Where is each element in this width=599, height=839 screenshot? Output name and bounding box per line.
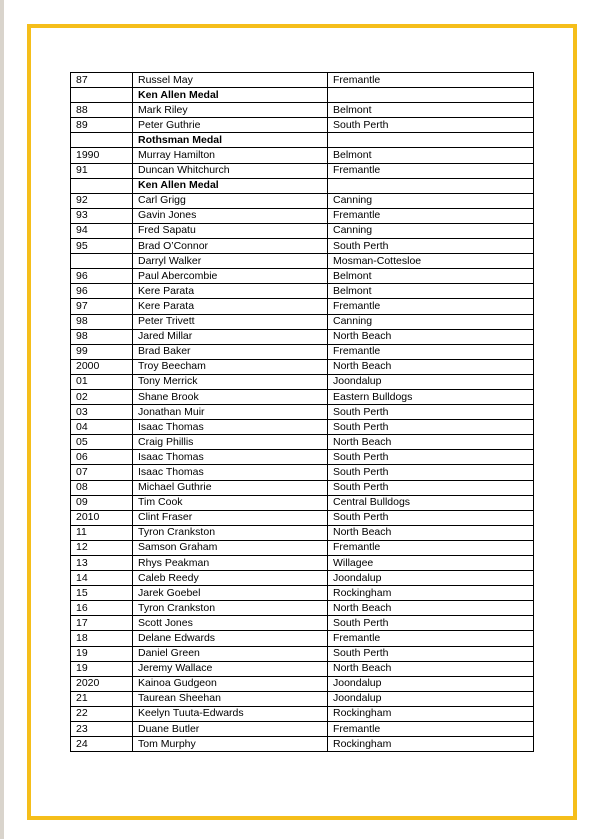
- table-row: [71, 389, 534, 404]
- player-name-cell: Peter Guthrie: [133, 118, 328, 133]
- table-row: [71, 299, 534, 314]
- year-cell: 88: [71, 103, 133, 118]
- player-name-cell: Carl Grigg: [133, 193, 328, 208]
- club-cell: Fremantle: [328, 631, 534, 646]
- year-cell: 07: [71, 465, 133, 480]
- club-cell: Belmont: [328, 103, 534, 118]
- year-cell: 2020: [71, 676, 133, 691]
- player-name-cell: Isaac Thomas: [133, 420, 328, 435]
- club-cell: Fremantle: [328, 540, 534, 555]
- player-name-cell: Kere Parata: [133, 284, 328, 299]
- year-cell: 2010: [71, 510, 133, 525]
- table-row: [71, 450, 534, 465]
- club-cell: Fremantle: [328, 299, 534, 314]
- year-cell: 99: [71, 344, 133, 359]
- club-cell: North Beach: [328, 435, 534, 450]
- player-name-cell: Isaac Thomas: [133, 465, 328, 480]
- year-cell: 03: [71, 405, 133, 420]
- year-cell: [71, 254, 133, 269]
- club-cell: South Perth: [328, 510, 534, 525]
- club-cell: Fremantle: [328, 344, 534, 359]
- player-name-cell: Isaac Thomas: [133, 450, 328, 465]
- club-cell: South Perth: [328, 405, 534, 420]
- year-cell: 93: [71, 208, 133, 223]
- year-cell: 09: [71, 495, 133, 510]
- medal-name-heading: Rothsman Medal: [133, 133, 328, 148]
- year-cell: 02: [71, 389, 133, 404]
- year-cell: 08: [71, 480, 133, 495]
- player-name-cell: Caleb Reedy: [133, 571, 328, 586]
- year-cell: 98: [71, 314, 133, 329]
- player-name-cell: Tyron Crankston: [133, 525, 328, 540]
- player-name-cell: Jonathan Muir: [133, 405, 328, 420]
- player-name-cell: Rhys Peakman: [133, 556, 328, 571]
- player-name-cell: Paul Abercombie: [133, 269, 328, 284]
- medal-heading-row: [71, 133, 534, 148]
- year-cell: 05: [71, 435, 133, 450]
- table-row: [71, 495, 534, 510]
- medal-heading-row: [71, 178, 534, 193]
- table-row: [71, 616, 534, 631]
- club-cell: Fremantle: [328, 73, 534, 88]
- year-cell: 01: [71, 374, 133, 389]
- player-name-cell: Jeremy Wallace: [133, 661, 328, 676]
- club-cell: Canning: [328, 314, 534, 329]
- table-row: [71, 103, 534, 118]
- year-cell: 18: [71, 631, 133, 646]
- player-name-cell: Russel May: [133, 73, 328, 88]
- player-name-cell: Murray Hamilton: [133, 148, 328, 163]
- club-cell: Belmont: [328, 284, 534, 299]
- player-name-cell: Brad O’Connor: [133, 239, 328, 254]
- table-row: [71, 540, 534, 555]
- player-name-cell: Duncan Whitchurch: [133, 163, 328, 178]
- table-row: [71, 737, 534, 752]
- medal-winners-table: [70, 72, 534, 752]
- year-cell: 1990: [71, 148, 133, 163]
- year-cell: 13: [71, 556, 133, 571]
- table-row: [71, 571, 534, 586]
- club-cell: Eastern Bulldogs: [328, 389, 534, 404]
- year-cell: 94: [71, 223, 133, 238]
- year-cell: 19: [71, 661, 133, 676]
- club-cell: Joondalup: [328, 691, 534, 706]
- player-name-cell: Brad Baker: [133, 344, 328, 359]
- club-cell: North Beach: [328, 661, 534, 676]
- player-name-cell: Kainoa Gudgeon: [133, 676, 328, 691]
- table-body: [71, 73, 534, 752]
- table-row: [71, 223, 534, 238]
- club-cell: Fremantle: [328, 163, 534, 178]
- table-row: [71, 465, 534, 480]
- player-name-cell: Jared Millar: [133, 329, 328, 344]
- club-cell: Canning: [328, 223, 534, 238]
- year-cell: 97: [71, 299, 133, 314]
- table-row: [71, 525, 534, 540]
- year-cell: 91: [71, 163, 133, 178]
- club-cell: Canning: [328, 193, 534, 208]
- club-cell: Belmont: [328, 269, 534, 284]
- table-row: [71, 254, 534, 269]
- table-row: [71, 510, 534, 525]
- year-cell: 95: [71, 239, 133, 254]
- year-cell: [71, 178, 133, 193]
- club-cell: South Perth: [328, 646, 534, 661]
- year-cell: 96: [71, 269, 133, 284]
- club-cell: Willagee: [328, 556, 534, 571]
- year-cell: 92: [71, 193, 133, 208]
- table-row: [71, 676, 534, 691]
- table-row: [71, 329, 534, 344]
- club-cell: Rockingham: [328, 586, 534, 601]
- table-row: [71, 722, 534, 737]
- table-row: [71, 314, 534, 329]
- player-name-cell: Keelyn Tuuta-Edwards: [133, 706, 328, 721]
- club-cell: [328, 133, 534, 148]
- player-name-cell: Jarek Goebel: [133, 586, 328, 601]
- club-cell: South Perth: [328, 480, 534, 495]
- player-name-cell: Tom Murphy: [133, 737, 328, 752]
- club-cell: Central Bulldogs: [328, 495, 534, 510]
- year-cell: 21: [71, 691, 133, 706]
- table-row: [71, 118, 534, 133]
- year-cell: 22: [71, 706, 133, 721]
- table-row: [71, 284, 534, 299]
- table-row: [71, 269, 534, 284]
- player-name-cell: Fred Sapatu: [133, 223, 328, 238]
- year-cell: 2000: [71, 359, 133, 374]
- club-cell: South Perth: [328, 118, 534, 133]
- table-row: [71, 586, 534, 601]
- club-cell: North Beach: [328, 601, 534, 616]
- club-cell: South Perth: [328, 420, 534, 435]
- club-cell: Joondalup: [328, 374, 534, 389]
- club-cell: North Beach: [328, 329, 534, 344]
- club-cell: [328, 178, 534, 193]
- player-name-cell: Scott Jones: [133, 616, 328, 631]
- table-row: [71, 193, 534, 208]
- year-cell: 16: [71, 601, 133, 616]
- table-row: [71, 420, 534, 435]
- club-cell: Rockingham: [328, 706, 534, 721]
- player-name-cell: Delane Edwards: [133, 631, 328, 646]
- table-row: [71, 405, 534, 420]
- club-cell: South Perth: [328, 465, 534, 480]
- table-row: [71, 631, 534, 646]
- club-cell: Mosman-Cottesloe: [328, 254, 534, 269]
- year-cell: 15: [71, 586, 133, 601]
- year-cell: 12: [71, 540, 133, 555]
- table-row: [71, 73, 534, 88]
- club-cell: Fremantle: [328, 208, 534, 223]
- year-cell: 89: [71, 118, 133, 133]
- player-name-cell: Shane Brook: [133, 389, 328, 404]
- medal-heading-row: [71, 88, 534, 103]
- player-name-cell: Taurean Sheehan: [133, 691, 328, 706]
- club-cell: South Perth: [328, 616, 534, 631]
- club-cell: Rockingham: [328, 737, 534, 752]
- player-name-cell: Daniel Green: [133, 646, 328, 661]
- club-cell: North Beach: [328, 359, 534, 374]
- player-name-cell: Tyron Crankston: [133, 601, 328, 616]
- table-row: [71, 691, 534, 706]
- year-cell: 19: [71, 646, 133, 661]
- player-name-cell: Michael Guthrie: [133, 480, 328, 495]
- club-cell: Joondalup: [328, 571, 534, 586]
- year-cell: 23: [71, 722, 133, 737]
- player-name-cell: Duane Butler: [133, 722, 328, 737]
- year-cell: [71, 88, 133, 103]
- player-name-cell: Samson Graham: [133, 540, 328, 555]
- table-row: [71, 148, 534, 163]
- table-row: [71, 601, 534, 616]
- year-cell: [71, 133, 133, 148]
- table-row: [71, 374, 534, 389]
- player-name-cell: Mark Riley: [133, 103, 328, 118]
- table-row: [71, 163, 534, 178]
- table-row: [71, 435, 534, 450]
- club-cell: Joondalup: [328, 676, 534, 691]
- table-row: [71, 239, 534, 254]
- club-cell: Fremantle: [328, 722, 534, 737]
- year-cell: 98: [71, 329, 133, 344]
- table-row: [71, 661, 534, 676]
- window-left-edge: [0, 0, 4, 839]
- table-row: [71, 706, 534, 721]
- player-name-cell: Clint Fraser: [133, 510, 328, 525]
- year-cell: 17: [71, 616, 133, 631]
- club-cell: North Beach: [328, 525, 534, 540]
- year-cell: 96: [71, 284, 133, 299]
- table-row: [71, 344, 534, 359]
- player-name-cell: Troy Beecham: [133, 359, 328, 374]
- table-row: [71, 208, 534, 223]
- year-cell: 06: [71, 450, 133, 465]
- club-cell: [328, 88, 534, 103]
- player-name-cell: Gavin Jones: [133, 208, 328, 223]
- club-cell: South Perth: [328, 450, 534, 465]
- table-row: [71, 556, 534, 571]
- year-cell: 11: [71, 525, 133, 540]
- player-name-cell: Tim Cook: [133, 495, 328, 510]
- player-name-cell: Craig Phillis: [133, 435, 328, 450]
- year-cell: 04: [71, 420, 133, 435]
- medal-name-heading: Ken Allen Medal: [133, 178, 328, 193]
- player-name-cell: Kere Parata: [133, 299, 328, 314]
- club-cell: Belmont: [328, 148, 534, 163]
- year-cell: 24: [71, 737, 133, 752]
- club-cell: South Perth: [328, 239, 534, 254]
- player-name-cell: Darryl Walker: [133, 254, 328, 269]
- table-row: [71, 359, 534, 374]
- year-cell: 87: [71, 73, 133, 88]
- player-name-cell: Peter Trivett: [133, 314, 328, 329]
- player-name-cell: Tony Merrick: [133, 374, 328, 389]
- table-row: [71, 646, 534, 661]
- medal-name-heading: Ken Allen Medal: [133, 88, 328, 103]
- table-row: [71, 480, 534, 495]
- year-cell: 14: [71, 571, 133, 586]
